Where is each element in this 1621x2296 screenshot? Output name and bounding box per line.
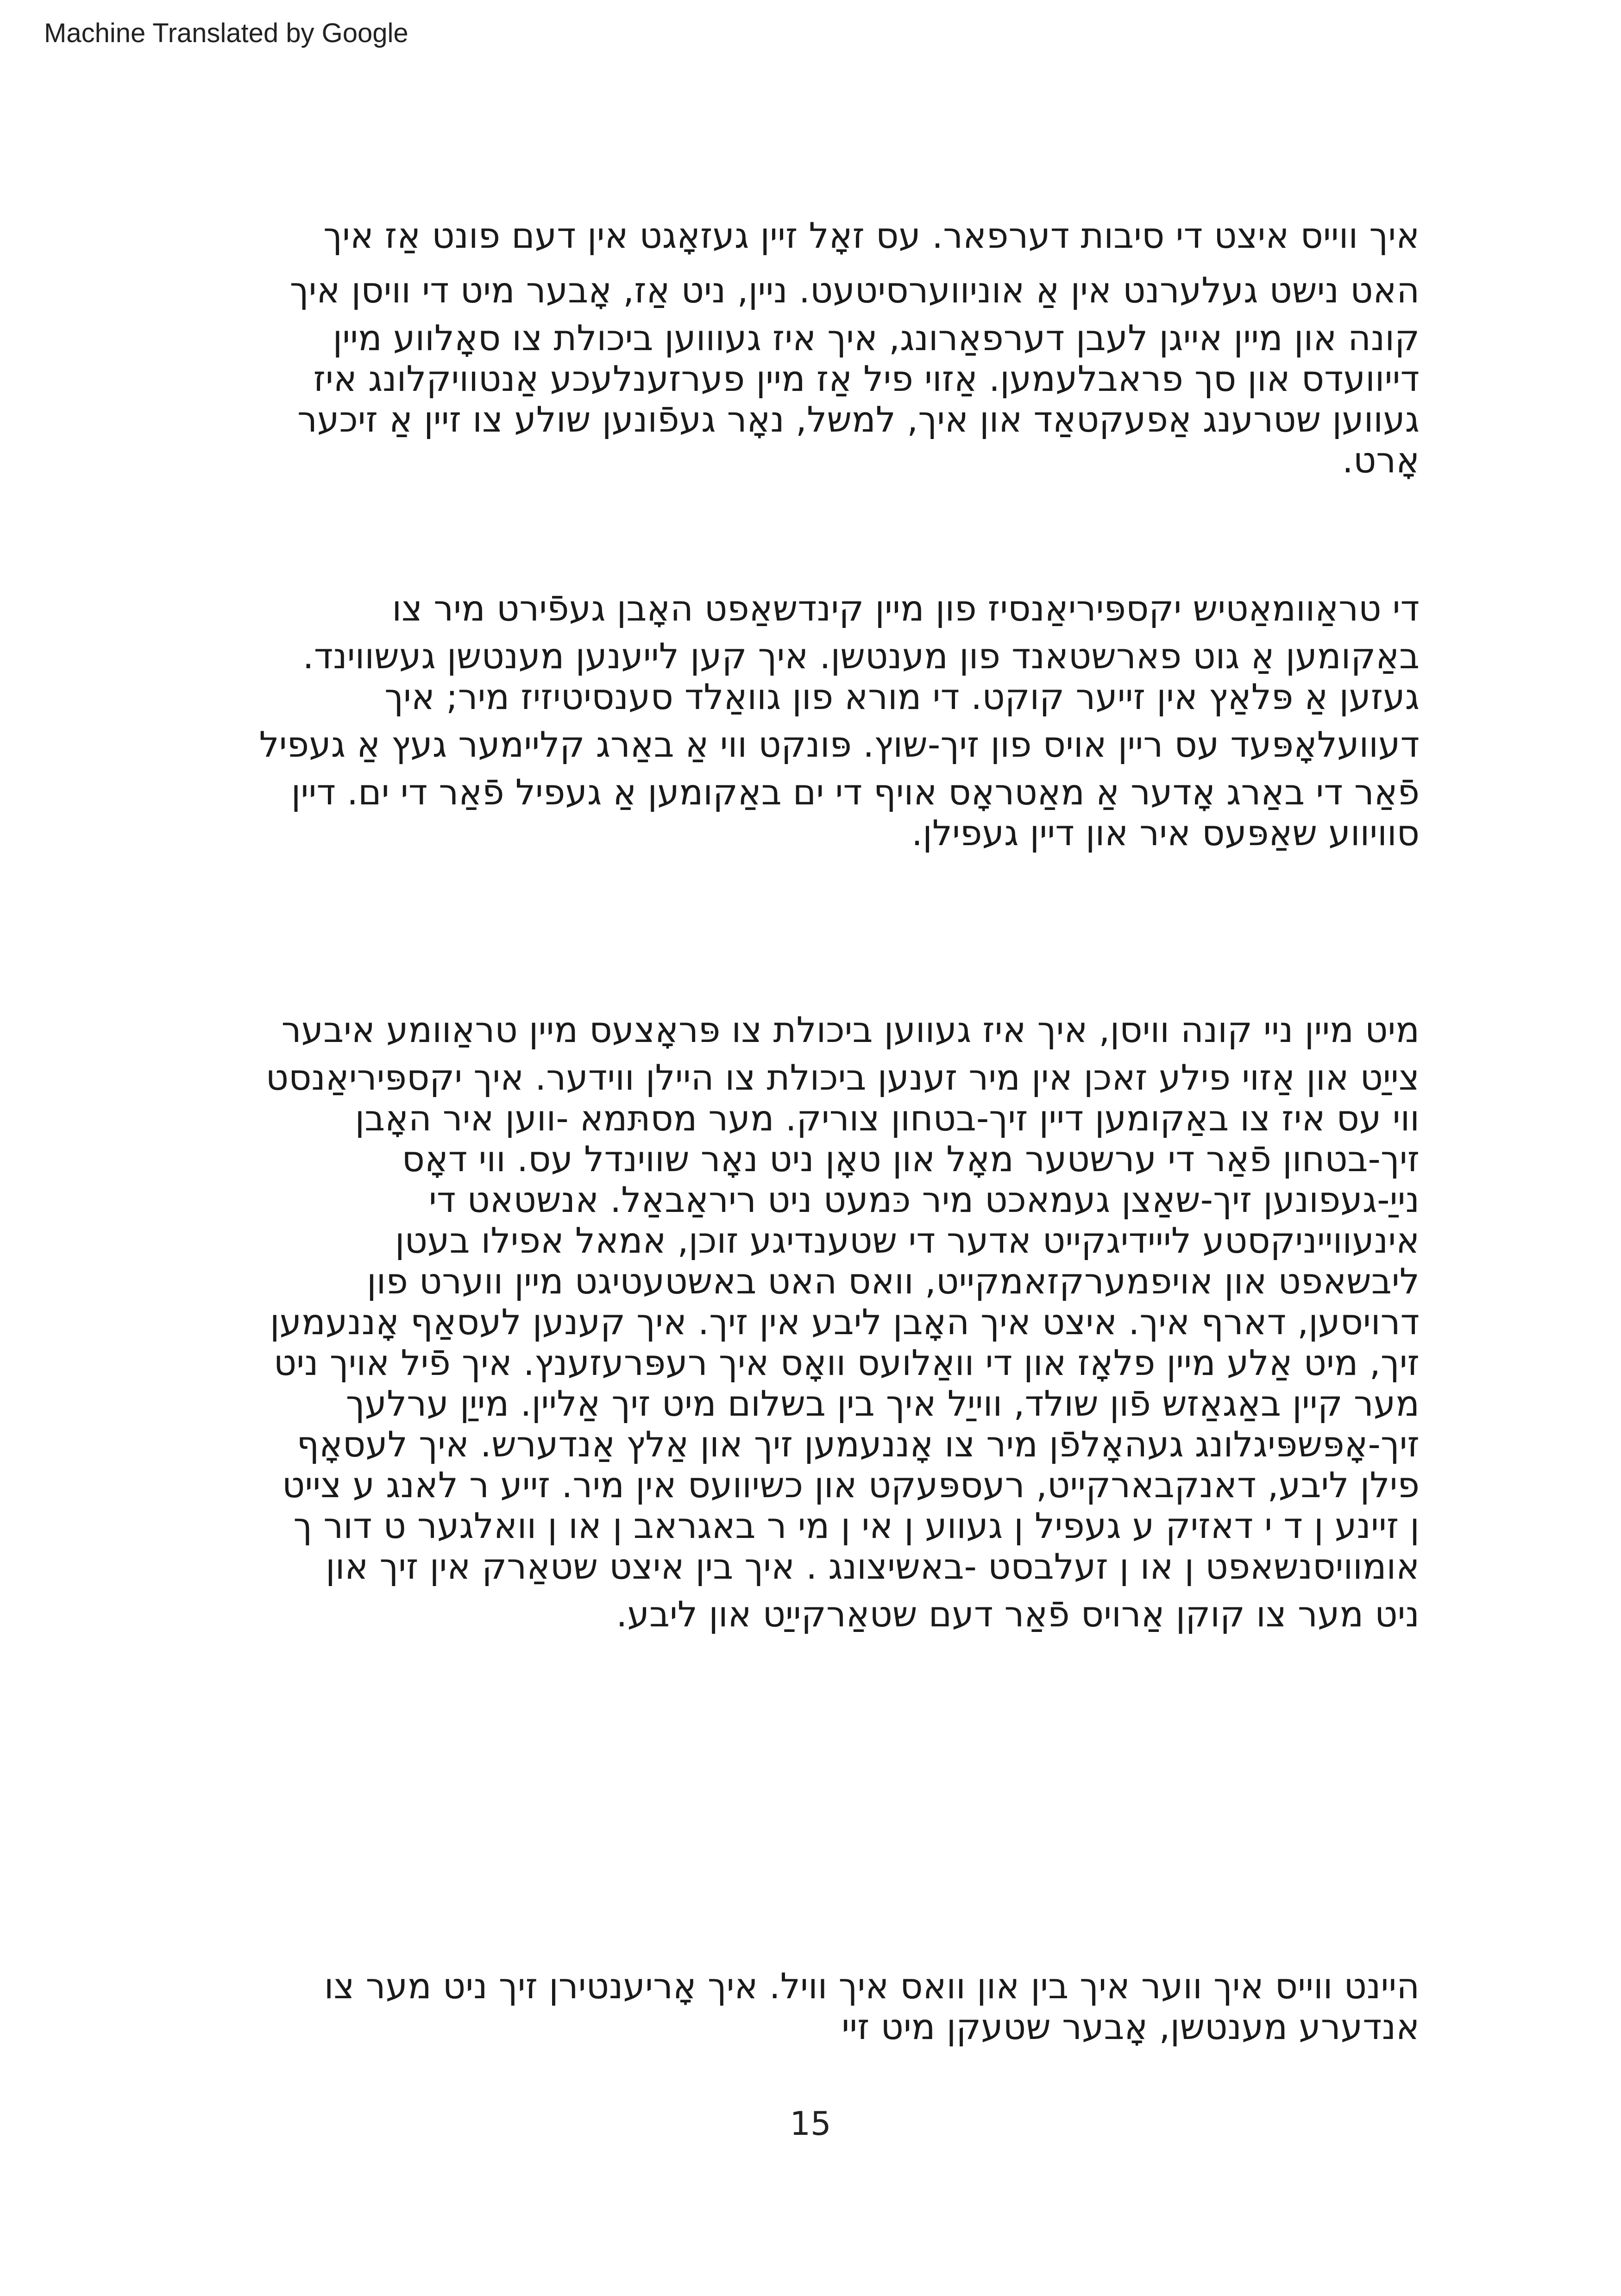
text-line: פֿאַר די באַרג אָדער אַ מאַטראָס אויף די ים באַקומען אַ געפיל פֿאַר די ים. דיין: [291, 772, 1420, 813]
paragraph-4: [195, 1966, 1420, 2047]
text-line: דרויסען, דארף איך. איצט איך האָבן ליבע אין זיך. איך קענען לעסאַף אָננעמען: [270, 1301, 1420, 1342]
text-line: זיך-בטחון פֿאַר די ערשטער מאָל און טאָן ניט נאָר שווינדל עס. ווי דאָס: [402, 1138, 1420, 1179]
text-line: די טראַוומאַטיש יקספּיריאַנסיז פון מיין קינדשאַפט האָבן געפֿירט מיר צו: [392, 588, 1420, 629]
text-line: קונה און מיין אייגן לעבן דערפאַרונג, איך איז געוווען ביכולת צו סאָלווע מיין: [333, 317, 1420, 358]
text-line: געווען שטרענג אַפעקטאַד און איך, למשל, נאָר געפֿונען שולע צו זיין אַ זיכער: [297, 399, 1420, 440]
text-line: זיך, מיט אַלע מיין פלאָז און די וואַלועס וואָס איך רעפּרעזענץ. איך פֿיל אויך ניט: [273, 1342, 1420, 1383]
text-line: אָרט.: [1342, 439, 1420, 481]
text-line: אנדערע מענטשן, אָבער שטעקן מיט זיי: [842, 2006, 1420, 2047]
text-line: געזען אַ פּלאַץ אין זייער קוקט. די מורא פון גוואַלד סענסיטיזיז מיר; איך: [384, 676, 1420, 717]
text-line: מער קיין באַגאַזש פֿון שולד, ווייַל איך בין בשלום מיט זיך אַליין. מייַן ערלעך: [346, 1383, 1420, 1424]
text-line: דעוועלאָפּעד עס ריין אויס פון זיך-שוץ. פּונקט ווי אַ באַרג קליימער געץ אַ געפיל: [259, 724, 1420, 765]
text-line: נייַ-געפונען זיך-שאַצן געמאכט מיר כּמעט ניט ריראַבאַל. אנשטאט די: [428, 1179, 1420, 1220]
page-number: 15: [790, 2105, 831, 2143]
text-line: באַקומען אַ גוט פארשטאנד פון מענטשן. איך קען לייענען מענטשן געשווינד.: [302, 635, 1420, 677]
text-line: זיך-אָפּשפּיגלונג געהאָלפֿן מיר צו אָננעמען זיך און אַלץ אַנדערש. איך לעסאָף: [296, 1424, 1420, 1465]
text-line: אומוויסנשאפט ן או ן זעלבסט -באשיצונג . איך בין איצט שטאַרק אין זיך און: [325, 1546, 1420, 1587]
text-line: ווי עס איז צו באַקומען דיין זיך-בטחון צוריק. מער מסתּמא -ווען איר האָבן: [355, 1098, 1420, 1139]
text-line: ן זיינע ן ד י דאזיק ע געפיל ן געווע ן אי ן מי ר באגראב ן או ן וואלגער ט דור ך: [293, 1505, 1420, 1546]
text-line: ניט מער צו קוקן אַרויס פֿאַר דעם שטאַרקייַט און ליבע.: [616, 1593, 1420, 1635]
text-line: איך ווייס איצט די סיבות דערפאר. עס זאָל זיין געזאָגט אין דעם פונט אַז איך: [323, 215, 1420, 256]
text-line: היינט ווייס איך ווער איך בין און וואס איך וויל. איך אָריענטירן זיך ניט מער צו: [324, 1965, 1420, 2007]
text-line: צייַט און אַזוי פילע זאכן אין מיר זענען ביכולת צו היילן ווידער. איך יקספּיריאַנסט: [265, 1057, 1420, 1098]
text-line: האט נישט געלערנט אין אַ אוניווערסיטעט. ניין, ניט אַז, אָבער מיט די וויסן איך: [289, 270, 1420, 311]
machine-translation-note: Machine Translated by Google: [44, 18, 408, 48]
text-line: אינעווייניקסטע לייידיגקייט אדער די שטענדיגע זוכן, אמאל אפילו בעטן: [395, 1220, 1420, 1261]
text-line: סוויווע שאַפּעס איר און דיין געפילן.: [911, 812, 1420, 853]
text-line: ליבשאפט און אויפמערקזאמקייט, וואס האט באשטעטיגט מיין ווערט פון: [366, 1261, 1420, 1302]
paragraph-1: [195, 208, 1420, 481]
text-line: מיט מיין ניי קונה וויסן, איך איז געווען ביכולת צו פּראָצעס מיין טראַוומע איבער: [281, 1009, 1420, 1050]
text-line: פילן ליבע, דאנקבארקייט, רעספּעקט און כשיוועס אין מיר. זייע ר לאנג ע צייט: [282, 1464, 1420, 1506]
text-line: דייוועדס און סך פראבלעמען. אַזוי פיל אַז מיין פערזענלעכע אַנטוויקלונג איז: [313, 358, 1420, 399]
paragraph-2: [195, 581, 1420, 853]
paragraph-3: [195, 1003, 1420, 1642]
